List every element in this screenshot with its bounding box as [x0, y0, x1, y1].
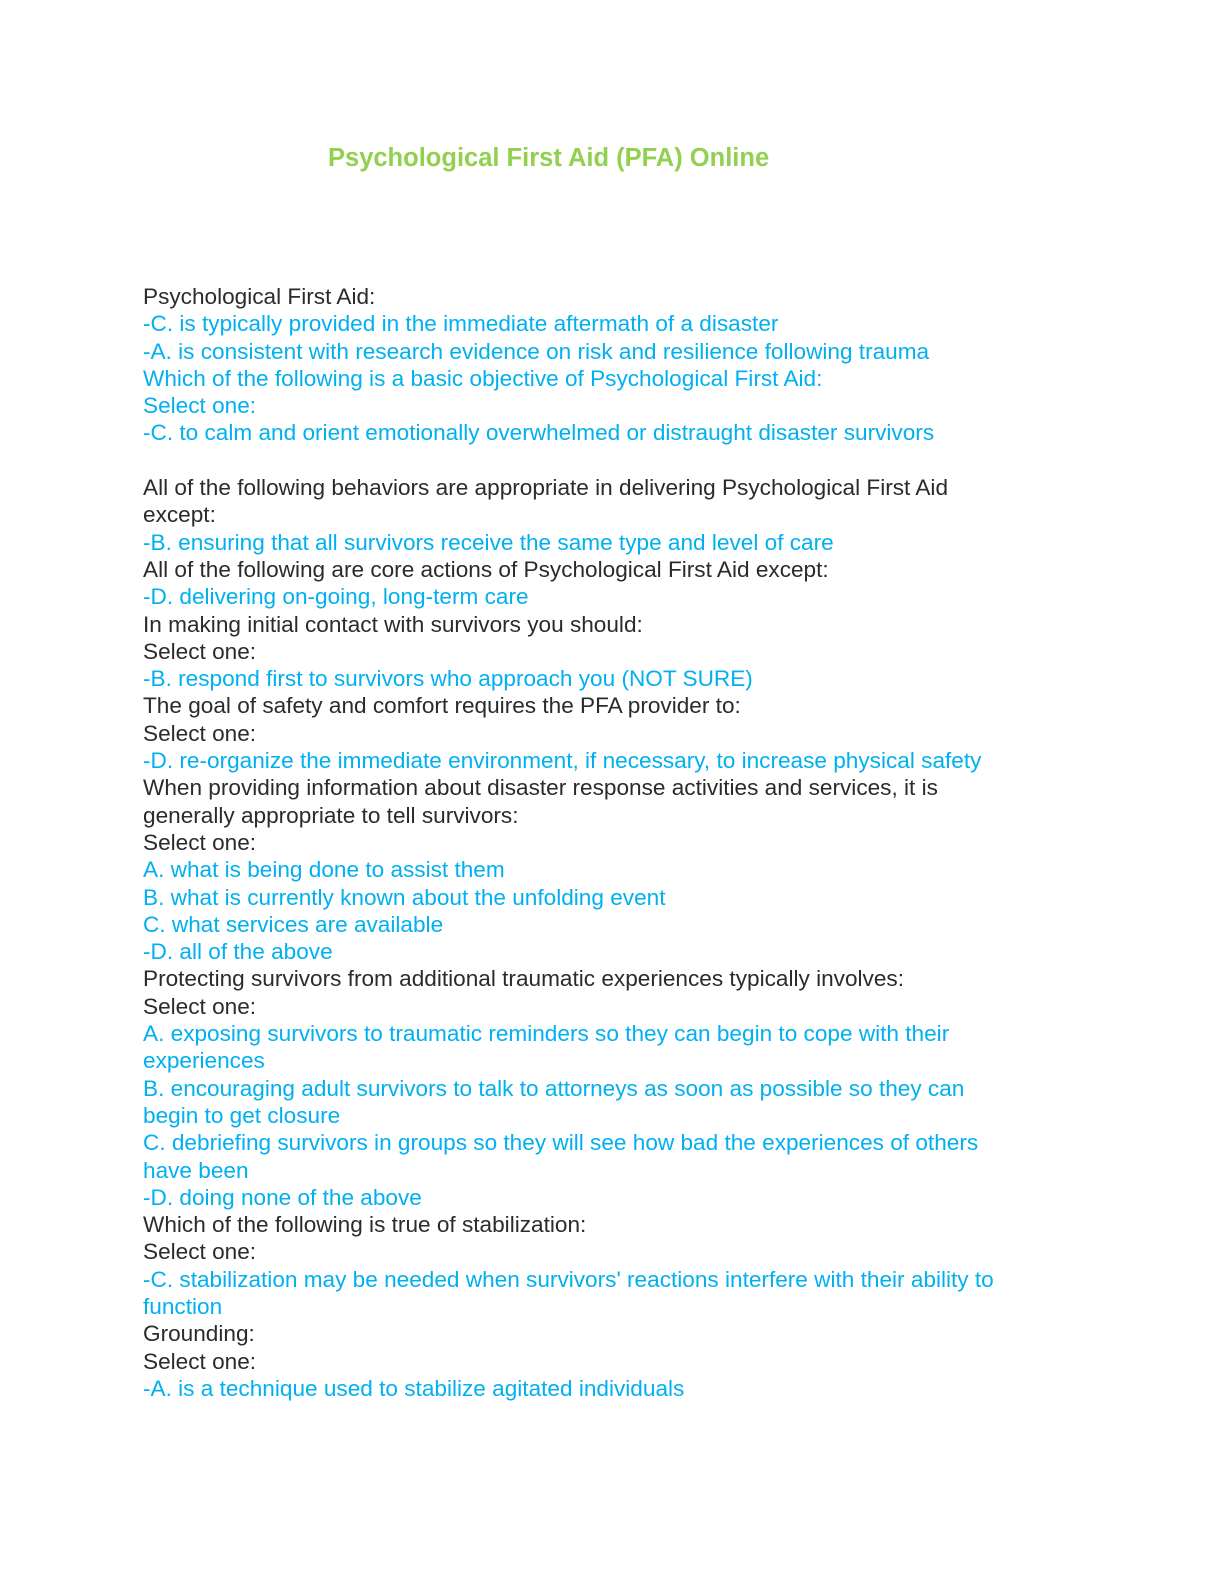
- answer-line: -D. doing none of the above: [143, 1184, 422, 1210]
- answer-line: -C. to calm and orient emotionally overwhelmed or distraught disaster survivors: [143, 420, 935, 446]
- question-line: Select one:: [143, 720, 257, 746]
- answer-line: function: [143, 1293, 223, 1319]
- answer-line: A. what is being done to assist them: [143, 857, 505, 883]
- question-line: Protecting survivors from additional traumatic experiences typically involves:: [143, 966, 904, 992]
- answer-line: -C. stabilization may be needed when survivors' reactions interfere with their ability to: [143, 1266, 994, 1292]
- question-line: Select one:: [143, 993, 257, 1019]
- answer-line: -D. all of the above: [143, 939, 333, 965]
- question-line: Select one:: [143, 638, 257, 664]
- question-line: Grounding:: [143, 1321, 255, 1347]
- question-line: Select one:: [143, 1239, 257, 1265]
- answer-line: -A. is consistent with research evidence on risk and resilience following trauma: [143, 338, 930, 364]
- question-line: except:: [143, 502, 216, 528]
- answer-line: experiences: [143, 1048, 265, 1074]
- answer-line: -B. respond first to survivors who approach you (NOT SURE): [143, 666, 753, 692]
- answer-line: -B. ensuring that all survivors receive the same type and level of care: [143, 529, 834, 555]
- answer-line: B. what is currently known about the unfolding event: [143, 884, 666, 910]
- document-title: Psychological First Aid (PFA) Online: [328, 144, 770, 172]
- answer-line: Which of the following is a basic objective of Psychological First Aid:: [143, 365, 823, 391]
- answer-line: B. encouraging adult survivors to talk to attorneys as soon as possible so they can: [143, 1075, 965, 1101]
- question-line: generally appropriate to tell survivors:: [143, 802, 519, 828]
- blank-line: [143, 447, 1073, 474]
- answer-line: -D. re-organize the immediate environment, if necessary, to increase physical safety: [143, 748, 982, 774]
- document-body: [143, 283, 1073, 1402]
- question-line: In making initial contact with survivors you should:: [143, 611, 643, 637]
- question-line: All of the following are core actions of Psychological First Aid except:: [143, 556, 829, 582]
- answer-line: -D. delivering on-going, long-term care: [143, 584, 529, 610]
- question-line: The goal of safety and comfort requires the PFA provider to:: [143, 693, 741, 719]
- answer-line: C. what services are available: [143, 911, 444, 937]
- question-line: Which of the following is true of stabilization:: [143, 1212, 587, 1238]
- answer-line: Select one:: [143, 393, 257, 419]
- answer-line: -C. is typically provided in the immediate aftermath of a disaster: [143, 311, 779, 337]
- question-line: Psychological First Aid:: [143, 284, 376, 309]
- question-line: All of the following behaviors are appropriate in delivering Psychological First Aid: [143, 475, 949, 501]
- answer-line: A. exposing survivors to traumatic reminders so they can begin to cope with their: [143, 1021, 950, 1047]
- answer-line: C. debriefing survivors in groups so they will see how bad the experiences of others: [143, 1130, 979, 1156]
- answer-line: have been: [143, 1157, 249, 1183]
- answer-line: -A. is a technique used to stabilize agitated individuals: [143, 1375, 685, 1401]
- answer-line: begin to get closure: [143, 1102, 341, 1128]
- question-line: Select one:: [143, 829, 257, 855]
- question-line: Select one:: [143, 1348, 257, 1374]
- question-line: When providing information about disaster response activities and services, it is: [143, 775, 938, 801]
